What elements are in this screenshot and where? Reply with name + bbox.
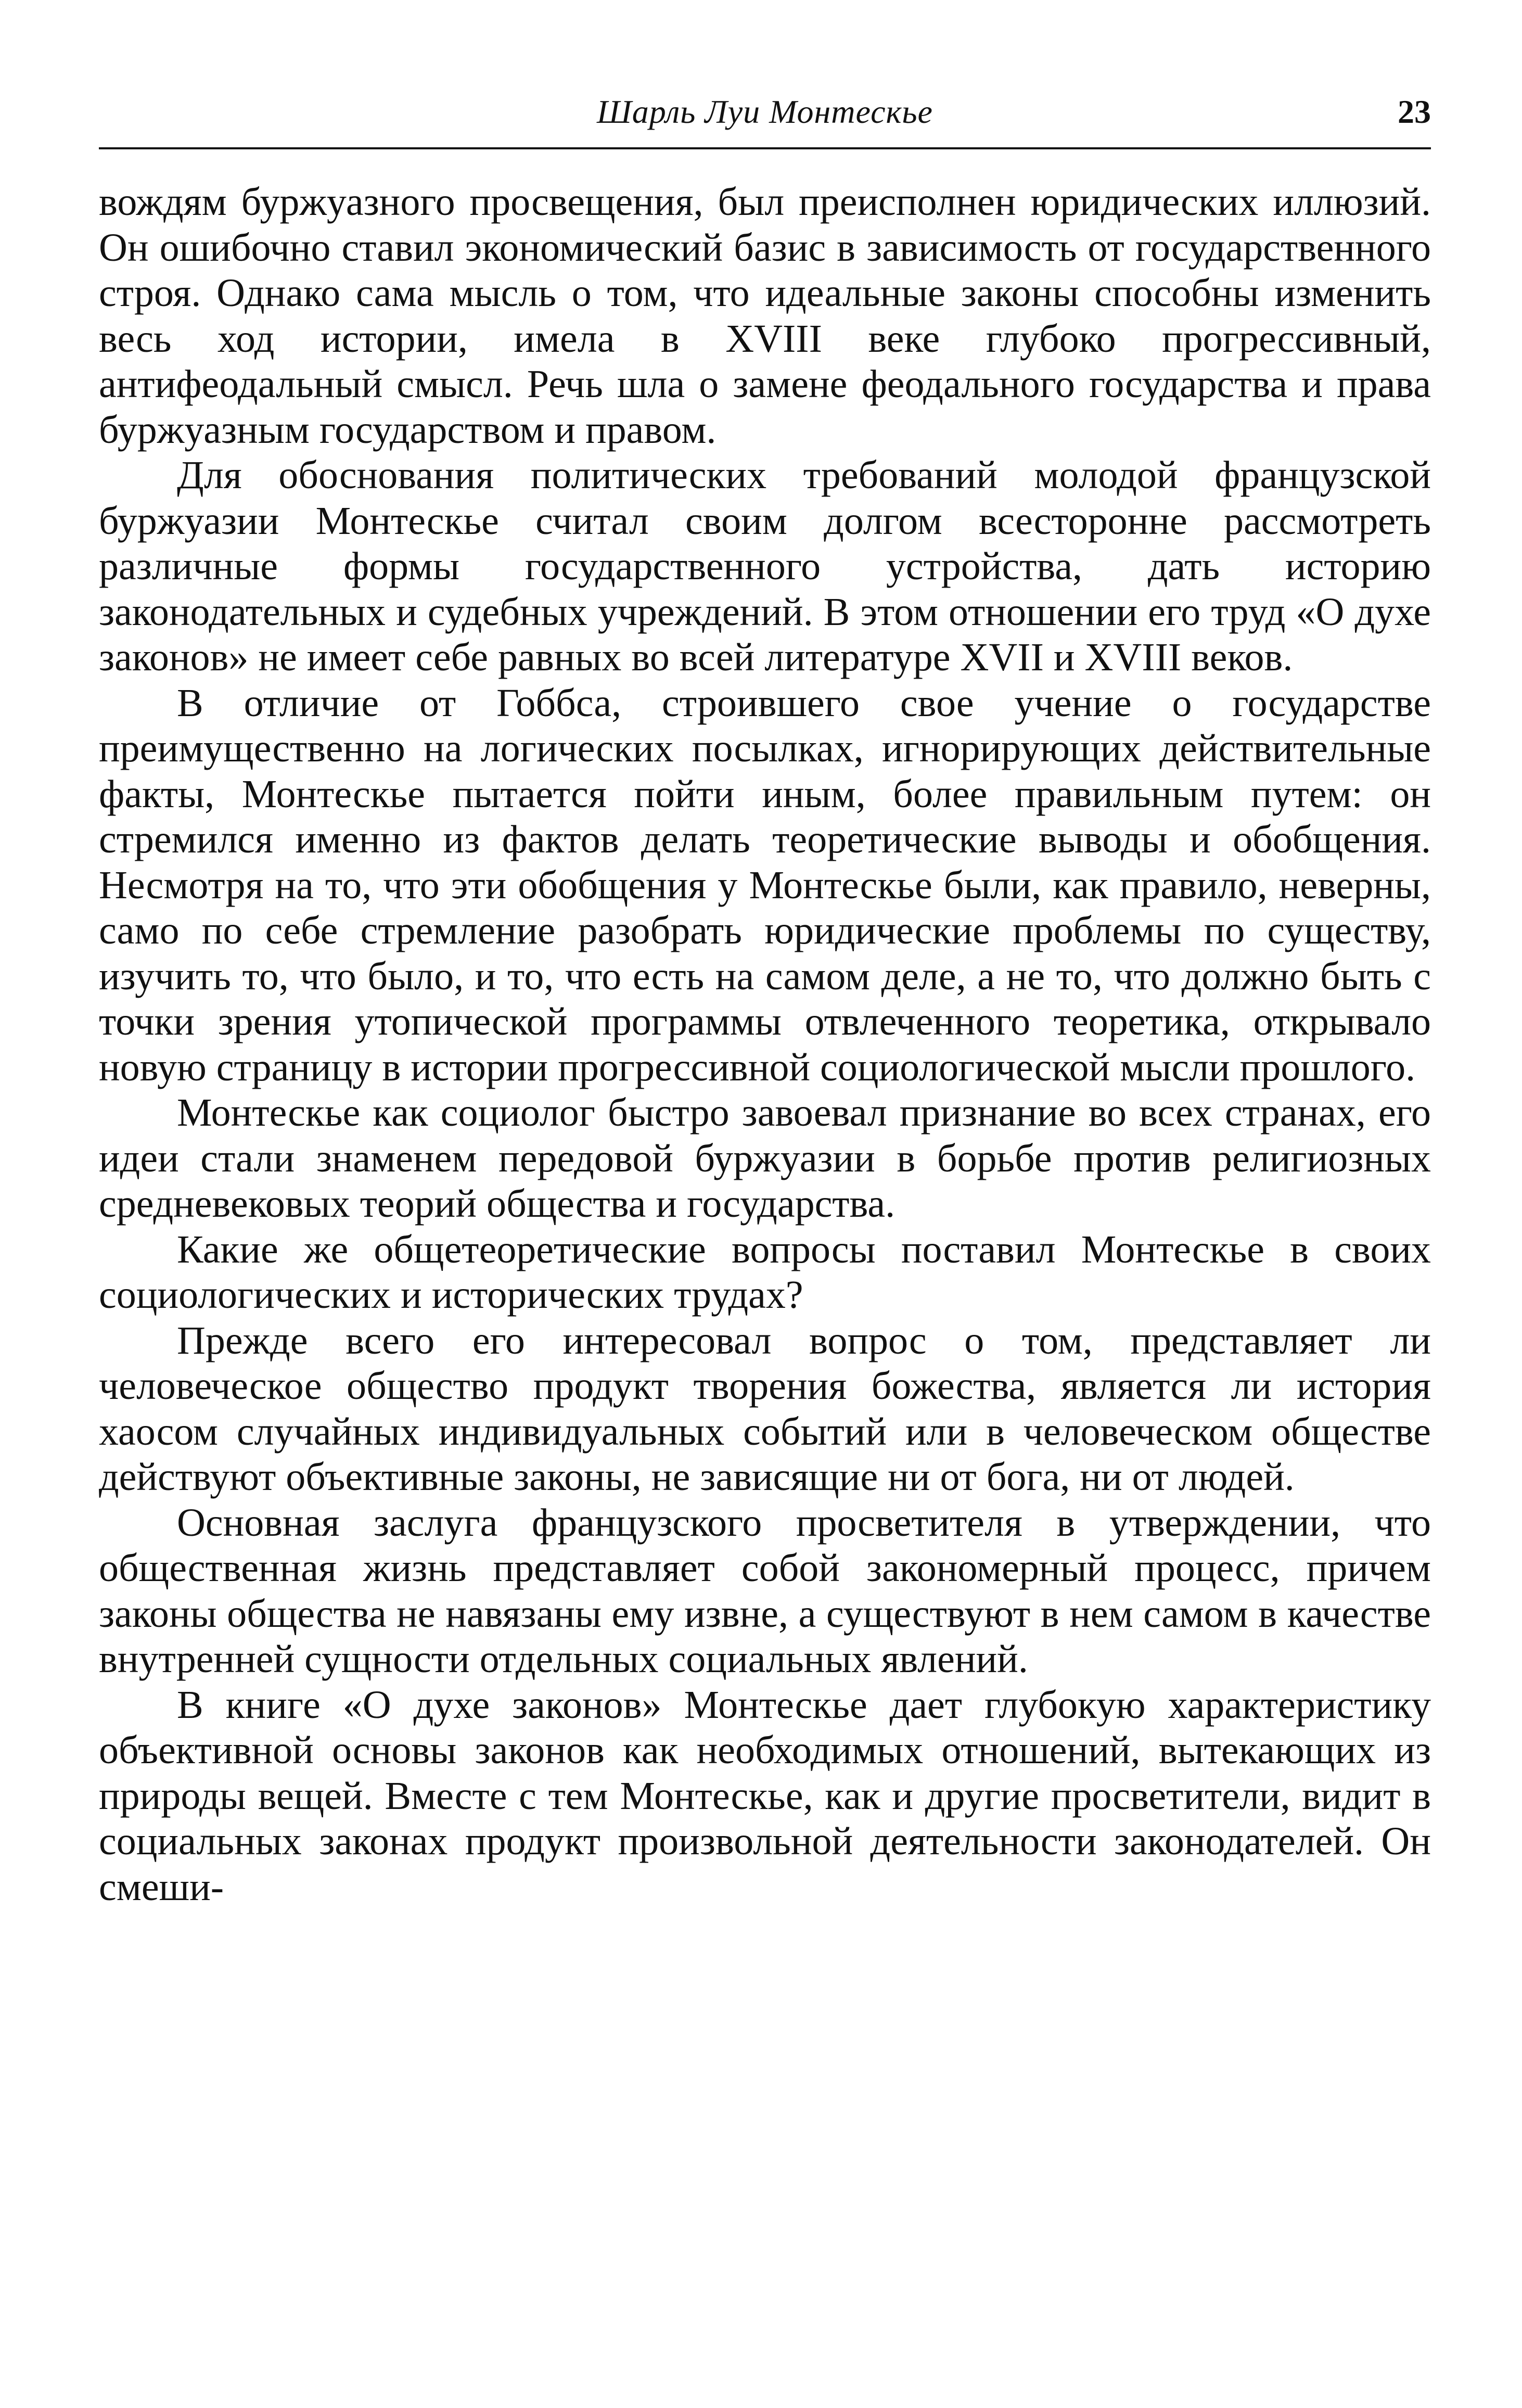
header-rule [99, 147, 1431, 149]
running-head [99, 88, 1431, 146]
paragraph-6: Прежде всего его интересовал вопрос о том, представляет ли человеческое общество продукт творения божества, является ли история хаосом случайных индивидуальных событий или в человеческом обществе действуют объективные законы, не зависящие ни от бога, ни от людей. [99, 1318, 1431, 1499]
paragraph-7: Основная заслуга французского просветителя в утверждении, что общественная жизнь представляет собой закономерный процесс, причем законы общества не навязаны ему извне, а существуют в нем самом в качестве внутренней сущности отдельных социальных явлений. [99, 1500, 1431, 1681]
paragraph-2: Для обоснования политических требований молодой французской буржуазии Монтескье считал своим долгом всесторонне рассмотреть различные формы государственного устройства, дать историю законодательных и судебных учреждений. В этом отношении его труд «О духе законов» не имеет себе равных во всей литературе XVII и XVIII веков. [99, 453, 1431, 679]
paragraph-1: вождям буржуазного просвещения, был преисполнен юридических иллюзий. Он ошибочно ставил экономический базис в зависимость от государственного строя. Однако сама мысль о том, что идеальные законы способны изменить весь ход истории, имела в XVIII веке глубоко прогрессивный, антифеодальный смысл. Речь шла о замене феодального государства и права буржуазным государством и правом. [99, 180, 1431, 452]
paragraph-5: Какие же общетеоретические вопросы поставил Монтескье в своих социологических и исторических трудах? [99, 1227, 1431, 1317]
paragraph-3: В отличие от Гоббса, строившего свое учение о государстве преимущественно на логических посылках, игнорирующих действительные факты, Монтескье пытается пойти иным, более правильным путем: он стремился именно из фактов делать теоретические выводы и обобщения. Несмотря на то, что эти обобщения у Монтескье были, как правило, неверны, само по себе стремление разобрать юридические проблемы по существу, изучить то, что было, и то, что есть на самом деле, а не то, что должно быть с точки зрения утопической программы отвлеченного теоретика, открывало новую страницу в истории прогрессивной социологической мысли прошлого. [99, 681, 1431, 1089]
page-number: 23 [1398, 93, 1431, 130]
running-title: Шарль Луи Монтескье [597, 93, 933, 130]
paragraph-8: В книге «О духе законов» Монтескье дает глубокую характеристику объективной основы законов как необходимых отношений, вытекающих из природы вещей. Вместе с тем Монтескье, как и другие просветители, видит в социальных законах продукт произвольной деятельности законодателей. Он смеши- [99, 1683, 1431, 1909]
body-text [99, 180, 1431, 1910]
paragraph-4: Монтескье как социолог быстро завоевал признание во всех странах, его идеи стали знаменем передовой буржуазии в борьбе против религиозных средневековых теорий общества и государства. [99, 1091, 1431, 1226]
